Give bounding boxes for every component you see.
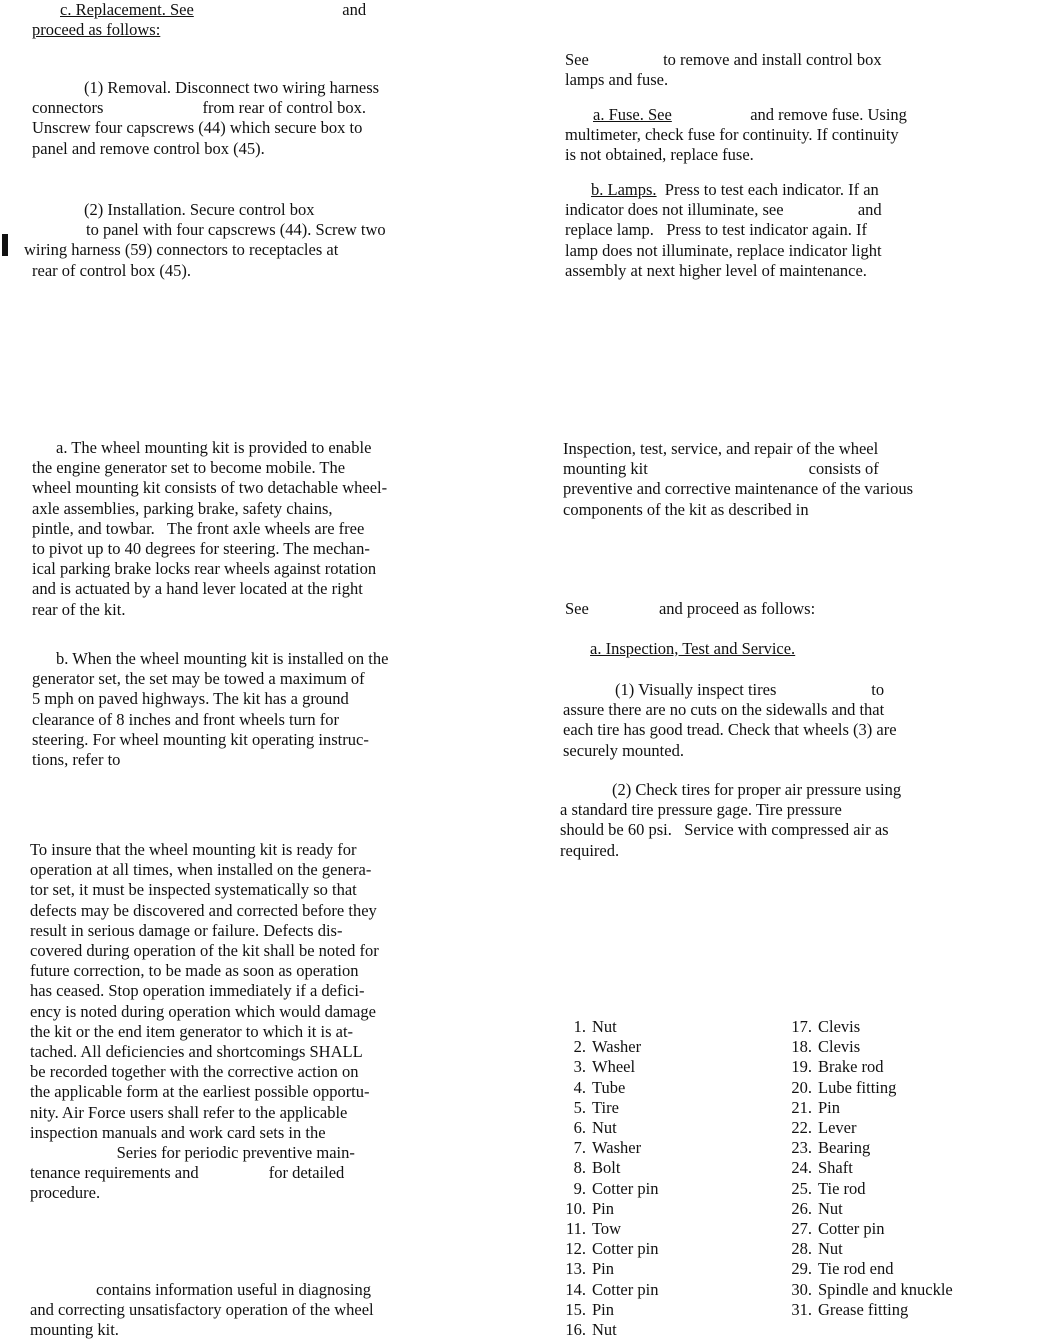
legend-item: 11. Tow <box>565 1219 622 1239</box>
legend-item: 12. Cotter pin <box>565 1239 659 1259</box>
fuse-line: and remove fuse. Using <box>671 105 907 124</box>
legend-item: 10. Pin <box>565 1198 615 1218</box>
lamps-line: lamp does not illuminate, replace indicator light <box>565 240 882 260</box>
kit-desc-line: rear of the kit. <box>32 599 126 619</box>
step1-line: assure there are no cuts on the sidewalls and that <box>563 700 885 720</box>
fuse-line: is not obtained, replace fuse. <box>565 145 754 165</box>
legend-item: 26. Nut <box>791 1198 843 1218</box>
kit-desc-line: to pivot up to 40 degrees for steering. The mechan- <box>32 539 370 559</box>
fuse-paragraph <box>565 105 907 166</box>
troubleshooting-paragraph <box>30 1280 374 1341</box>
maint-line: Inspection, test, service, and repair of the wheel <box>563 439 879 458</box>
lamps-label: b. Lamps. <box>591 180 657 199</box>
legend-item: 3. Wheel <box>573 1057 636 1077</box>
step1-line: each tire has good tread. Check that wheels (3) are <box>563 720 897 740</box>
kit-desc-line: and is actuated by a hand lever located at the right <box>32 579 363 599</box>
step2-line: (2) Check tires for proper air pressure using <box>612 780 902 799</box>
step2-line: a standard tire pressure gage. Tire pressure <box>560 800 842 820</box>
maint-line: components of the kit as described in <box>563 499 809 519</box>
legend-item: 30. Spindle and knuckle <box>791 1279 953 1299</box>
fuse-label: a. Fuse. See <box>593 105 672 124</box>
legend-item: 20. Lube fitting <box>791 1077 897 1097</box>
kit-desc-line: ical parking brake locks rear wheels against rotation <box>32 559 377 579</box>
installation-line: (2) Installation. Secure control box <box>84 200 315 219</box>
removal-line: (1) Removal. Disconnect two wiring harness <box>84 78 380 97</box>
inspection-line: defects may be discovered and corrected before they <box>30 900 377 920</box>
step-1-paragraph <box>563 680 897 761</box>
removal-line: Unscrew four capscrews (44) which secure box to <box>32 118 363 138</box>
inspection-line: operation at all times, when installed on the genera- <box>30 860 372 880</box>
inspection-line: inspection manuals and work card sets in the <box>30 1122 326 1142</box>
kit-desc-line: a. The wheel mounting kit is provided to enable <box>56 438 372 457</box>
inspection-line: the kit or the end item generator to which it is at- <box>30 1021 354 1041</box>
parts-legend-right <box>782 1017 953 1320</box>
lamps-line: replace lamp. Press to test indicator again. If <box>565 220 867 240</box>
inspection-line: ency is noted during operation which would damage <box>30 1001 376 1021</box>
troubleshoot-line: contains information useful in diagnosing <box>30 1280 371 1299</box>
installation-line: rear of control box (45). <box>32 260 191 280</box>
see-proceed-line: See and proceed as follows: <box>565 599 816 618</box>
legend-item: 24. Shaft <box>791 1158 853 1178</box>
legend-item: 29. Tie rod end <box>791 1259 894 1279</box>
kit-desc-b-line: steering. For wheel mounting kit operating instruc- <box>32 729 369 749</box>
lamps-intro-line: See to remove and install control box <box>565 50 882 69</box>
legend-item: 25. Tie rod <box>791 1178 866 1198</box>
legend-item: 31. Grease fitting <box>791 1299 909 1319</box>
troubleshoot-line: mounting kit. <box>30 1320 119 1340</box>
kit-desc-b-line: 5 mph on paved highways. The kit has a ground <box>32 689 349 709</box>
inspection-line: procedure. <box>30 1183 101 1203</box>
kit-desc-line: pintle, and towbar. The front axle wheels are free <box>32 518 365 538</box>
removal-line: panel and remove control box (45). <box>32 138 265 158</box>
change-bar <box>2 234 8 256</box>
inspection-heading: a. Inspection, Test and Service. <box>590 639 796 658</box>
kit-description-b <box>32 649 388 770</box>
legend-item: 18. Clevis <box>791 1037 861 1057</box>
lamps-line: indicator does not illuminate, see and <box>565 200 882 220</box>
legend-item: 16. Nut <box>565 1320 617 1340</box>
kit-description-a <box>32 438 387 620</box>
lamps-paragraph <box>565 180 882 281</box>
installation-line: to panel with four capscrews (44). Screw two <box>86 220 386 240</box>
replacement-paragraph <box>32 0 366 40</box>
removal-paragraph <box>32 78 379 159</box>
troubleshoot-line: and correcting unsatisfactory operation of the wheel <box>30 1300 374 1320</box>
legend-item: 28. Nut <box>791 1239 843 1259</box>
maintenance-paragraph <box>563 439 913 520</box>
kit-desc-line: the engine generator set to become mobile. The <box>32 458 346 478</box>
kit-desc-b-line: clearance of 8 inches and front wheels turn for <box>32 709 339 729</box>
legend-item: 2. Washer <box>573 1037 642 1057</box>
kit-desc-b-line: b. When the wheel mounting kit is installed on the <box>56 649 389 668</box>
inspection-line: result in serious damage or failure. Defects dis- <box>30 920 343 940</box>
maint-line: mounting kit consists of <box>563 459 879 479</box>
installation-paragraph <box>24 200 386 281</box>
inspection-line: To insure that the wheel mounting kit is ready for <box>30 840 357 859</box>
step-2-paragraph <box>560 780 901 861</box>
step1-line: securely mounted. <box>563 740 684 760</box>
legend-item: 19. Brake rod <box>791 1057 884 1077</box>
lamps-intro-paragraph <box>565 50 882 90</box>
kit-desc-line: axle assemblies, parking brake, safety chains, <box>32 498 333 518</box>
lamps-line: Press to test each indicator. If an <box>656 180 879 199</box>
kit-desc-b-line: generator set, the set may be towed a maximum of <box>32 669 365 689</box>
inspection-line: future correction, to be made as soon as operation <box>30 961 359 981</box>
inspection-line: tenance requirements and for detailed <box>30 1163 345 1183</box>
kit-desc-line: wheel mounting kit consists of two detachable wheel- <box>32 478 388 498</box>
legend-item: 14. Cotter pin <box>565 1279 659 1299</box>
inspection-paragraph <box>30 840 379 1204</box>
removal-line: connectors from rear of control box. <box>32 98 367 118</box>
step2-line: should be 60 psi. Service with compressed air as <box>560 820 889 840</box>
inspection-line: Series for periodic preventive main- <box>30 1143 355 1163</box>
inspection-line: covered during operation of the kit shall be noted for <box>30 941 379 961</box>
legend-item: 27. Cotter pin <box>791 1219 885 1239</box>
legend-item: 9. Cotter pin <box>573 1178 659 1198</box>
maint-line: preventive and corrective maintenance of the various <box>563 479 914 499</box>
step1-line: (1) Visually inspect tires to <box>615 680 885 699</box>
replacement-line-1: c. Replacement. See and <box>60 0 367 19</box>
legend-item: 15. Pin <box>565 1299 615 1319</box>
legend-item: 8. Bolt <box>573 1158 621 1178</box>
legend-item: 21. Pin <box>791 1097 841 1117</box>
legend-item: 13. Pin <box>565 1259 615 1279</box>
legend-item: 1. Nut <box>573 1017 617 1036</box>
parts-legend-left <box>556 1017 658 1340</box>
installation-line: wiring harness (59) connectors to receptacles at <box>24 240 339 260</box>
lamps-line: assembly at next higher level of maintenance. <box>565 260 867 280</box>
inspection-line: nity. Air Force users shall refer to the applicable <box>30 1102 348 1122</box>
inspection-line: tached. All deficiencies and shortcomings SHALL <box>30 1042 363 1062</box>
legend-item: 4. Tube <box>573 1077 626 1097</box>
lamps-intro-line: lamps and fuse. <box>565 70 669 90</box>
replacement-line-2: proceed as follows: <box>32 20 161 40</box>
legend-item: 5. Tire <box>573 1097 619 1117</box>
inspection-line: the applicable form at the earliest possible opportu- <box>30 1082 370 1102</box>
inspection-line: has ceased. Stop operation immediately if a defici- <box>30 981 365 1001</box>
step2-line: required. <box>560 840 620 860</box>
kit-desc-b-line: tions, refer to <box>32 750 121 770</box>
legend-item: 6. Nut <box>573 1118 617 1138</box>
legend-item: 7. Washer <box>573 1138 642 1158</box>
fuse-line: multimeter, check fuse for continuity. If continuity <box>565 125 899 145</box>
inspection-line: be recorded together with the corrective action on <box>30 1062 359 1082</box>
legend-item: 23. Bearing <box>791 1138 871 1158</box>
inspection-line: tor set, it must be inspected systematically so that <box>30 880 357 900</box>
legend-item: 17. Clevis <box>791 1017 861 1036</box>
legend-item: 22. Lever <box>791 1118 857 1138</box>
